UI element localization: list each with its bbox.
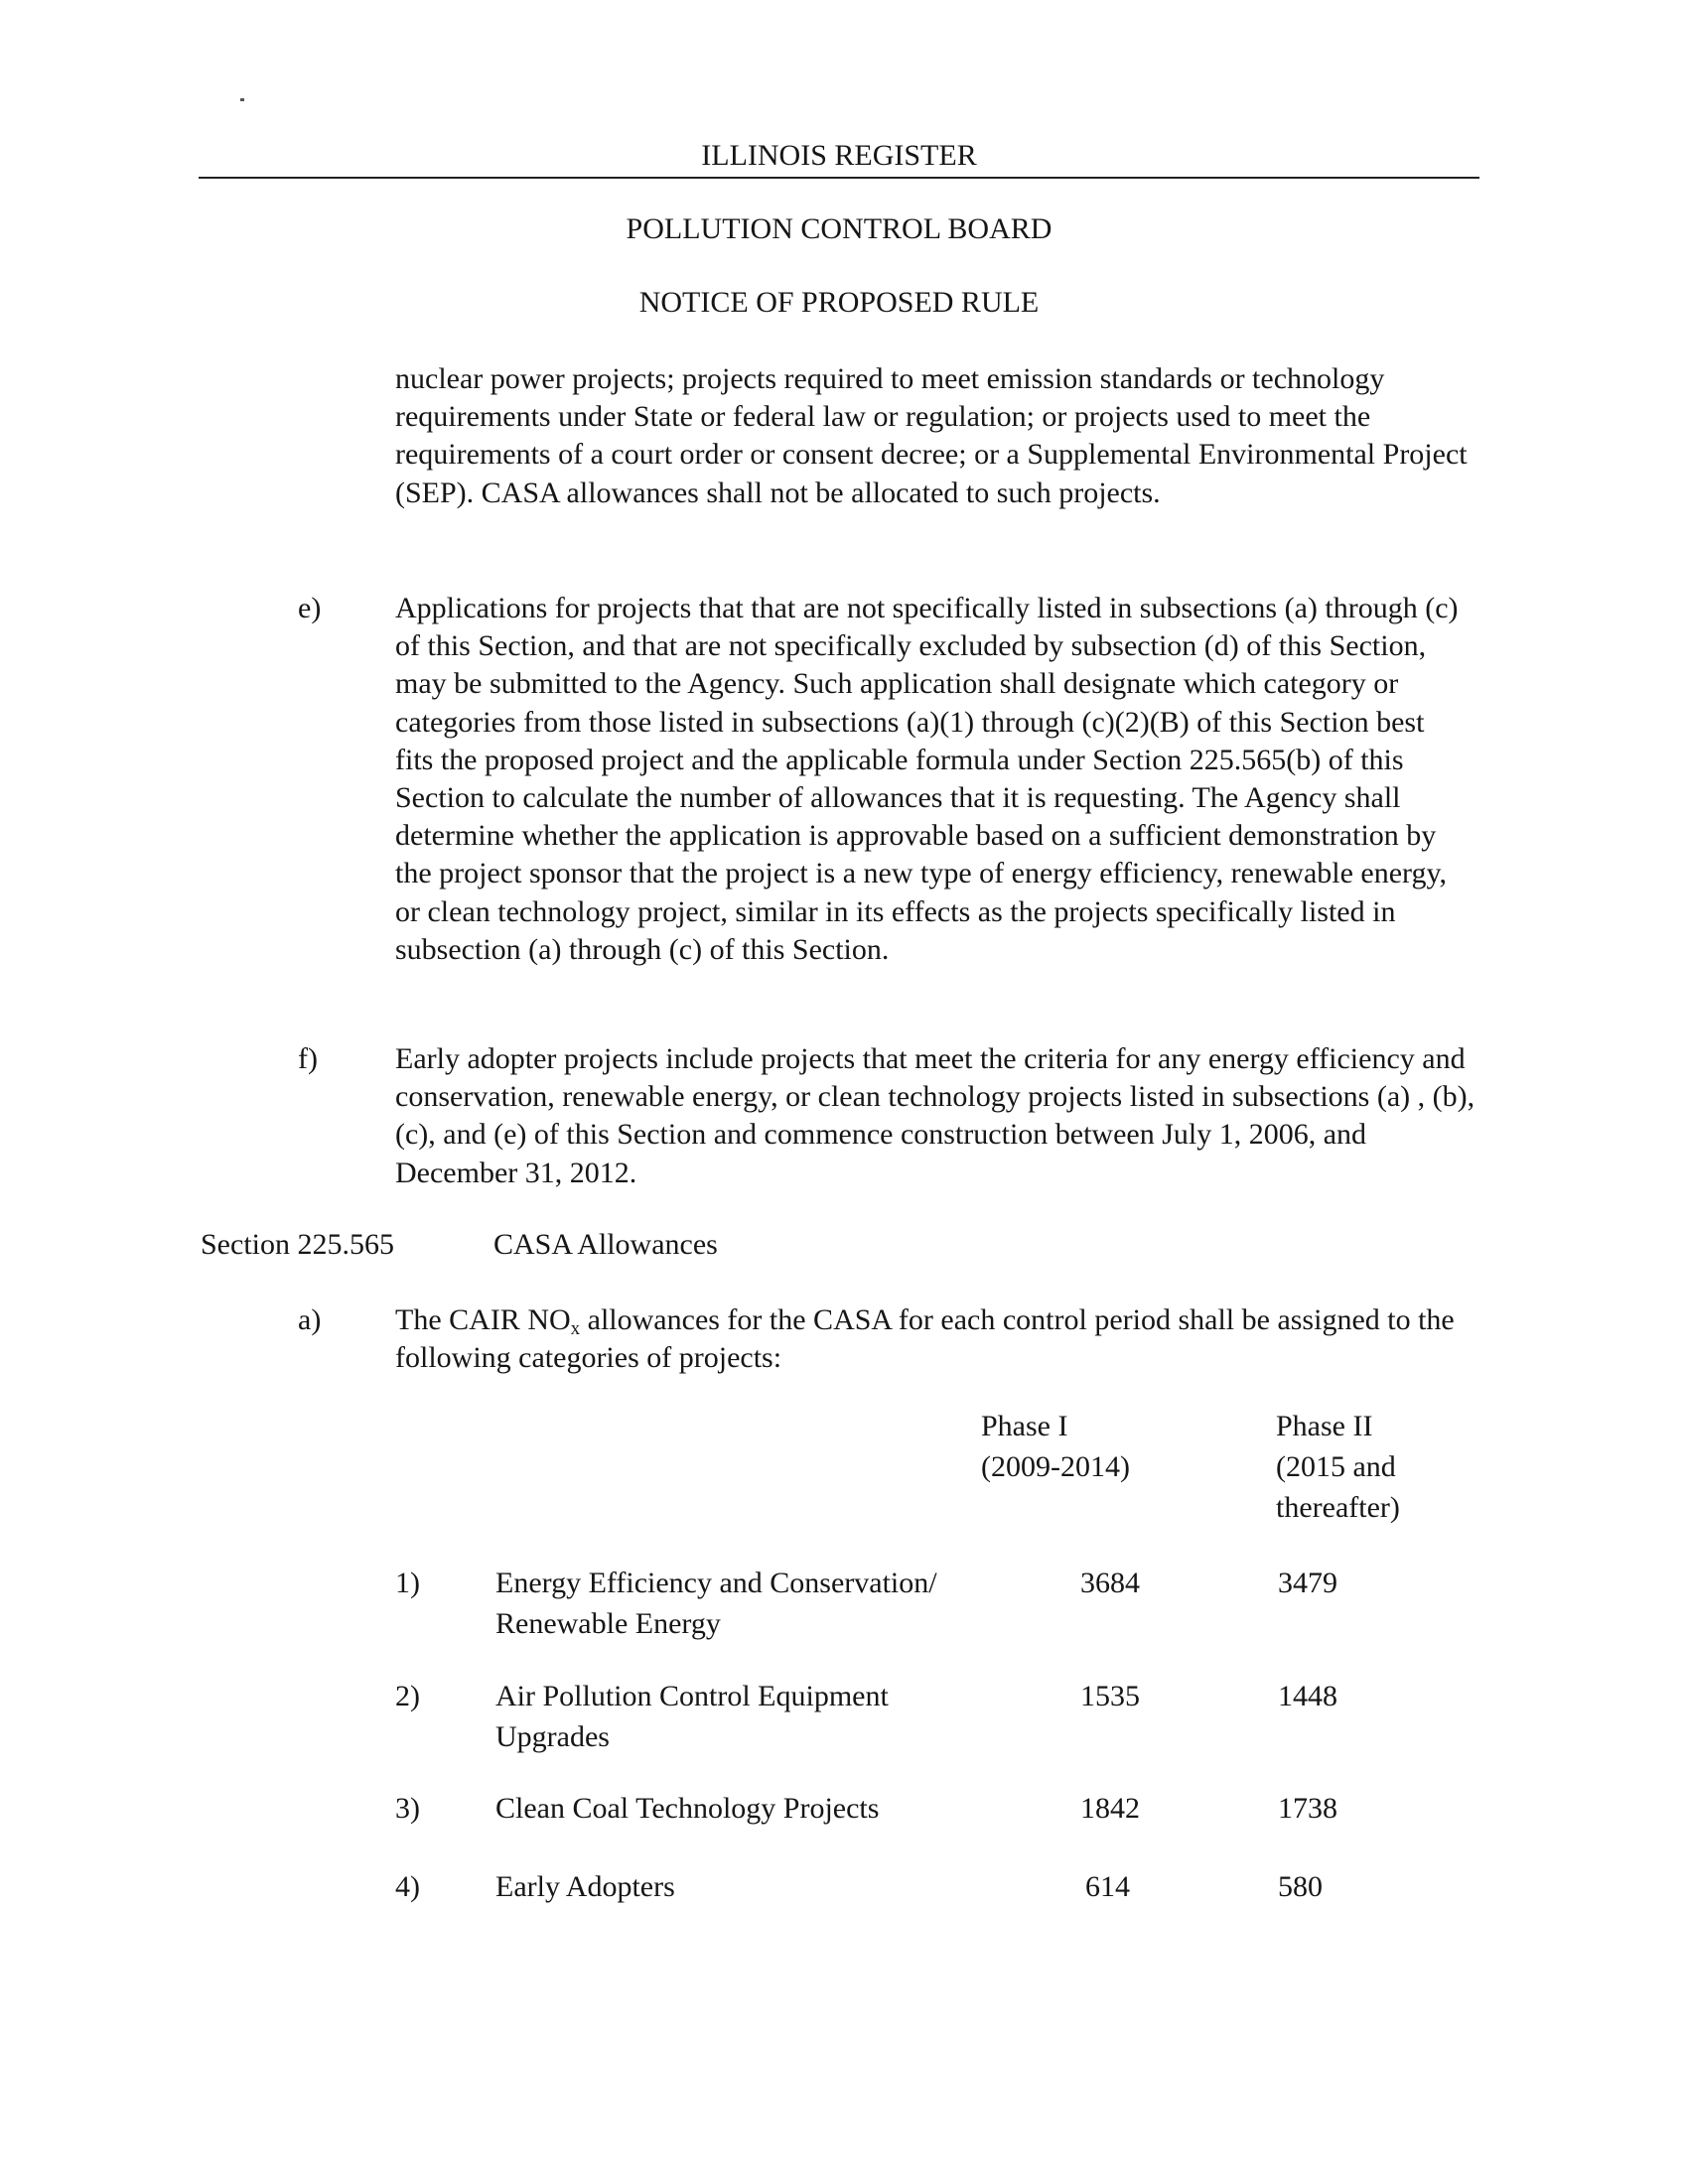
subsection-a-text-start: The CAIR NO [395, 1303, 571, 1336]
section-title: CASA Allowances [493, 1228, 718, 1261]
row-phase2-value: 3479 [1278, 1567, 1337, 1599]
scan-speck [240, 98, 244, 101]
row-number: 1) [395, 1567, 420, 1599]
row-phase1-value: 1842 [1080, 1792, 1140, 1825]
row-category-line1: Early Adopters [495, 1870, 675, 1903]
phase2-header-line3: thereafter) [1276, 1491, 1400, 1524]
nox-subscript: x [570, 1318, 581, 1339]
phase1-header-line1: Phase I [981, 1410, 1068, 1442]
board-title: POLLUTION CONTROL BOARD [626, 212, 1052, 245]
subsection-e-text: Applications for projects that that are not specifically listed in subsections (a) through (c) of this Section, and that are not specifically excluded by subsection (d) of this Section, may be submitted to the Agency. Such application shall designate which category or categories from those listed in subsections (a)(1) through (c)(2)(B) of this Section best fits the proposed project and the applicable formula under Section 225.565(b) of this Section to calculate the number of allowances that it is requesting. The Agency shall determine whether the application is approvable based on a sufficient demonstration by the project sponsor that the project is a new type of energy efficiency, renewable energy, or clean technology project, similar in its effects as the projects specifically listed in subsection (a) through (c) of this Section. [395, 592, 1459, 966]
section-number: Section 225.565 [201, 1228, 394, 1261]
phase2-header-line2: (2015 and [1276, 1450, 1396, 1483]
row-category-line2: Renewable Energy [495, 1607, 721, 1640]
subsection-f-label: f) [298, 1042, 318, 1075]
subsection-f-text: Early adopter projects include projects that meet the criteria for any energy efficiency and conservation, renewable energy, or clean technology projects listed in subsections (a) , (b), (c), and (e) of this Section and commence construction between July 1, 2006, and December 31, 2012. [395, 1042, 1475, 1189]
notice-title: NOTICE OF PROPOSED RULE [638, 286, 1040, 319]
row-category-line2: Upgrades [495, 1720, 610, 1753]
register-title: ILLINOIS REGISTER [701, 139, 977, 172]
continuation-paragraph: nuclear power projects; projects required to meet emission standards or technology requirements under State or federal law or regulation; or projects used to meet the requirements of a court order or consent decree; or a Supplemental Environmental Project (SEP). CASA allowances shall not be allocated to such projects. [395, 362, 1468, 509]
row-number: 3) [395, 1792, 420, 1825]
row-category-line1: Air Pollution Control Equipment [495, 1680, 889, 1712]
row-phase1-value: 614 [1085, 1870, 1130, 1903]
header-rule [199, 177, 1479, 179]
phase1-header-line2: (2009-2014) [981, 1450, 1130, 1483]
row-category-line1: Clean Coal Technology Projects [495, 1792, 880, 1825]
row-number: 2) [395, 1680, 420, 1712]
phase2-header-line1: Phase II [1276, 1410, 1373, 1442]
row-phase2-value: 1448 [1278, 1680, 1337, 1712]
row-phase2-value: 1738 [1278, 1792, 1337, 1825]
row-category-line1: Energy Efficiency and Conservation/ [495, 1567, 937, 1599]
subsection-a-label: a) [298, 1303, 322, 1336]
row-number: 4) [395, 1870, 420, 1903]
subsection-e-label: e) [298, 592, 322, 624]
subsection-a-text [395, 1301, 1468, 1377]
row-phase2-value: 580 [1278, 1870, 1323, 1903]
subsection-a-text-end: allowances for the CASA for each control period shall be assigned to the following categories of projects: [395, 1303, 1455, 1375]
row-phase1-value: 3684 [1080, 1567, 1140, 1599]
row-phase1-value: 1535 [1080, 1680, 1140, 1712]
